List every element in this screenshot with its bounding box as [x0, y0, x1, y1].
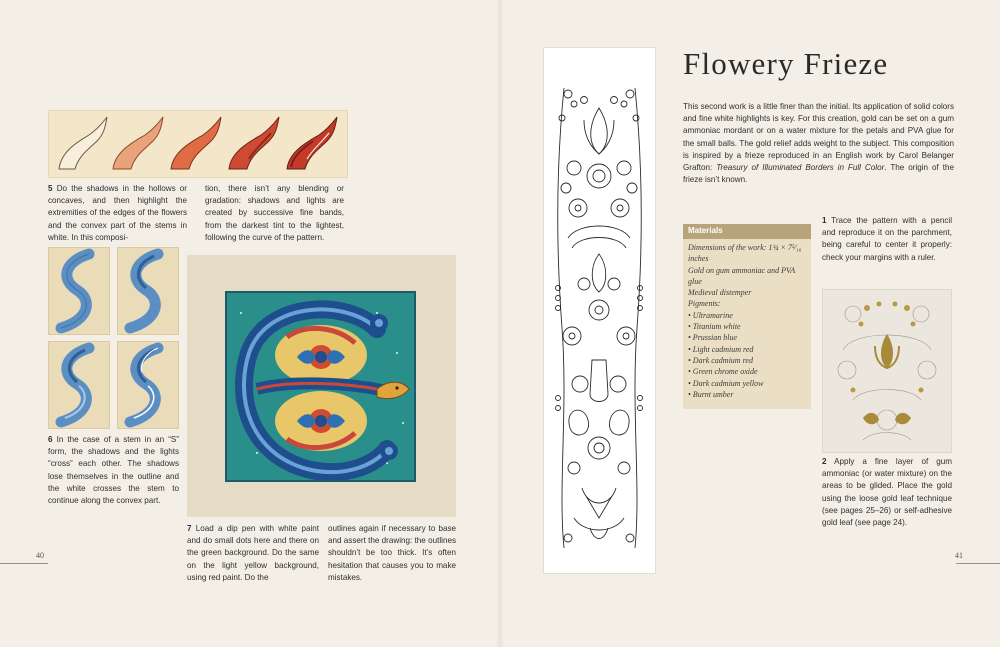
- s-stem-stage-2: [117, 247, 179, 335]
- intro-text: This second work is a little finer than the initial. Its application of solid colors and fine white highlights is key. For this creation, gold can be set on a gum ammoniac mordant or on a water mixture for the petals and PVA glue for the small balls. The gold relief adds weight to the subject. This composition is inspired by a frieze reproduced in an English work by Carol Belanger Grafton: Treasury of Illuminated Borders in Full Color. The origin of the frieze isn’t known.: [683, 102, 954, 185]
- page-number-right: 41: [955, 551, 963, 560]
- s-stem-stage-4: [117, 341, 179, 429]
- materials-item: Dimensions of the work: 1¾ × 7⁵⁄₁₆ inches: [688, 243, 802, 264]
- gilding-in-progress-photo: [822, 289, 952, 453]
- s-stem-stage-1: [48, 247, 110, 335]
- materials-item: • Titanium white: [688, 322, 741, 332]
- stem-color-stages-illustration: [48, 110, 348, 178]
- materials-item: • Dark cadmium yellow: [688, 378, 764, 388]
- page-rule-left: [0, 563, 48, 564]
- step5-text-col1: 5 Do the shadows in the hollows or concaves, and then highlight the extremities of the edges of the flowers and the convex part of the stems in white. In this composi-: [48, 184, 187, 242]
- materials-item: • Ultramarine: [688, 310, 733, 320]
- step2-text: 2 Apply a fine layer of gum ammoniac (or water mixture) on the areas to be glided. Place the gold using the loose gold leaf technique (see pages 25–26) or self-adhesive gold leaf (see page 24).: [822, 457, 952, 528]
- materials-item: • Burnt umber: [688, 389, 734, 399]
- materials-item: Gold on gum ammoniac and PVA glue: [688, 265, 796, 286]
- page-title: Flowery Frieze: [683, 46, 889, 81]
- step7-text-col2: outlines again if necessary to base and assert the drawing: the outlines shouldn’t be too thick. It’s often hesitation that causes you to make mistakes.: [328, 524, 456, 582]
- materials-heading: Materials: [683, 224, 811, 239]
- materials-box: [683, 224, 811, 409]
- illuminated-letter-c-artwork: [225, 291, 416, 482]
- step6-text: 6 In the case of a stem in an “S” form, the shadows and the lights “cross” each other. The shadows lose themselves in the outline and the white crosses the stem to continue along the convex part.: [48, 435, 179, 506]
- materials-item: • Light cadmium red: [688, 344, 754, 354]
- page-number-left: 40: [36, 551, 44, 560]
- step5-text-col2: tion, there isn’t any blending or gradation: shadows and lights are created by successive fine bands, from the darkest tint to the lightest, following the curve of the pattern.: [205, 184, 344, 242]
- materials-item: Medieval distemper: [688, 288, 752, 298]
- materials-item: • Green chrome oxide: [688, 367, 758, 377]
- materials-item: • Prussian blue: [688, 333, 738, 343]
- illuminated-initial-panel: [187, 255, 456, 517]
- materials-list: [683, 239, 811, 403]
- step1-text: 1 Trace the pattern with a pencil and reproduce it on the parchment, being careful to center it properly: check your margins with a ruler.: [822, 216, 953, 262]
- materials-item: Pigments:: [688, 299, 721, 309]
- materials-item: • Dark cadmium red: [688, 355, 753, 365]
- page-rule-right: [956, 563, 1000, 564]
- step7-text-col1: 7 Load a dip pen with white paint and do small dots here and there on the green background. Do the same on the light yellow background, using red paint. Do the: [187, 524, 319, 582]
- flowery-frieze-line-drawing: [543, 47, 656, 574]
- s-stem-stage-3: [48, 341, 110, 429]
- book-gutter: [496, 0, 504, 647]
